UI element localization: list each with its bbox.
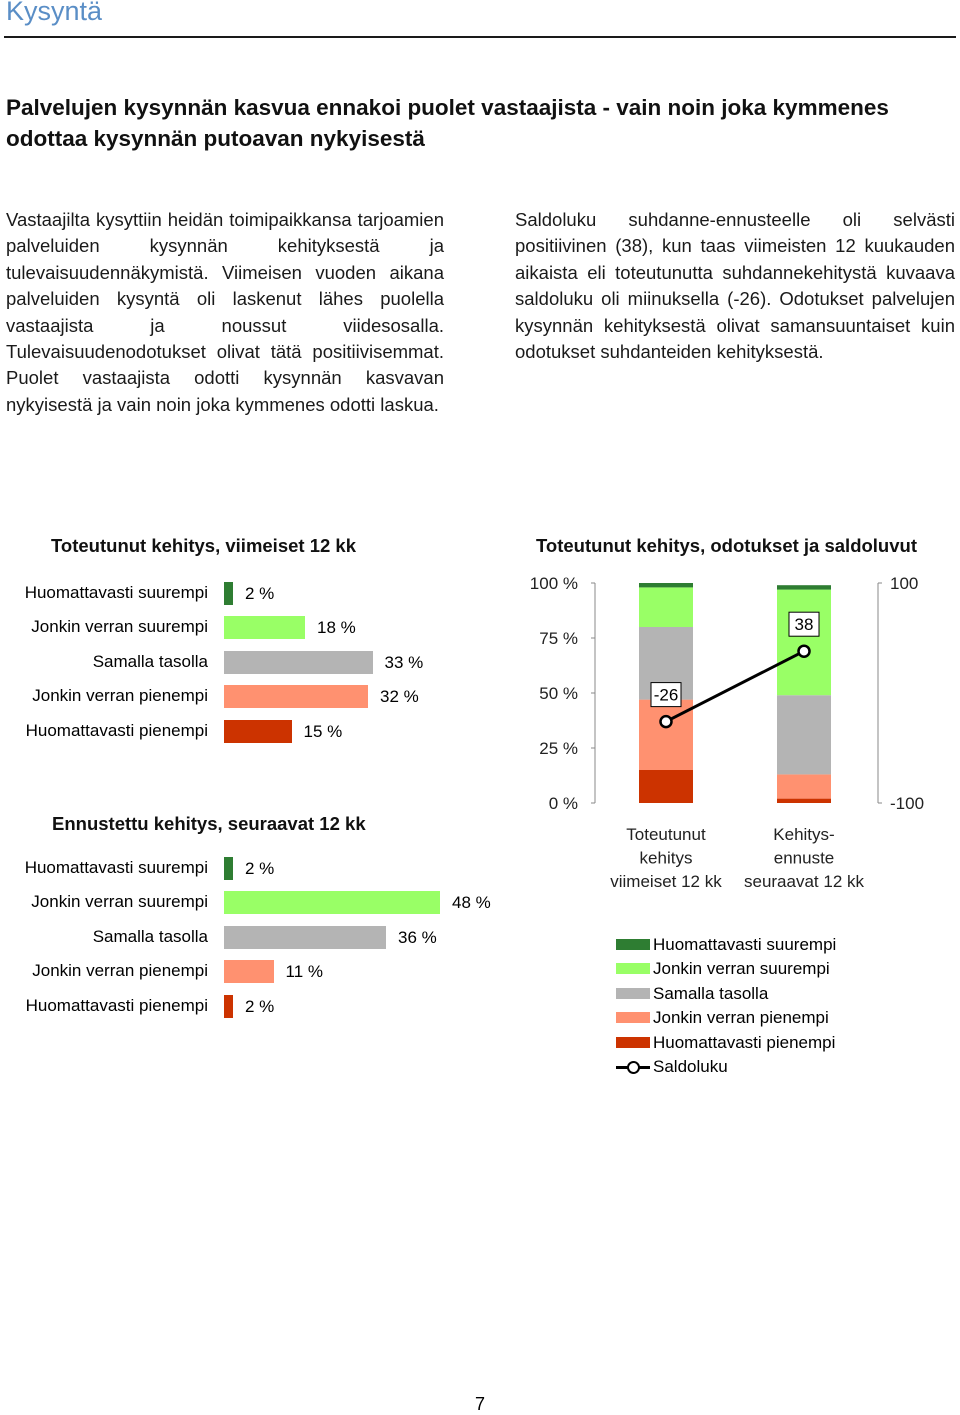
bar-value-label: 33 % [384,652,424,672]
chart-stacked [520,570,950,905]
stacked-segment-huomattavasti-suurempi [777,585,831,589]
section-title: Kysyntä [6,0,103,26]
y-left-tick-label: 0 % [548,794,578,813]
stacked-segment-jonkin-verran-suurempi [777,590,831,696]
legend-label: Saldoluku [653,1056,728,1076]
x-category-label: Toteutunut [626,825,706,844]
chart-stacked-title: Toteutunut kehitys, odotukset ja saldoluvut [536,535,917,556]
section-divider [4,36,956,38]
bar-category-label: Jonkin verran suurempi [31,617,208,637]
page-number: 7 [474,1394,485,1414]
legend-color-swatch [616,939,650,950]
x-category-label: kehitys [639,848,693,868]
legend-color-swatch [616,1037,650,1048]
legend-color-swatch [616,963,650,974]
bar-huomattavasti-suurempi [224,582,233,605]
y-left-tick-label: 50 % [539,684,578,703]
bar-category-label: Samalla tasolla [92,926,208,946]
x-category-label: Kehitys- [773,825,835,844]
bar-value-label: 11 % [285,962,323,982]
saldoluku-marker [661,716,672,727]
stacked-segment-jonkin-verran-pienempi [639,700,693,770]
bar-value-label: 36 % [398,927,437,947]
bar-value-label: 2 % [245,859,275,878]
bar-category-label: Jonkin verran pienempi [32,961,208,981]
stacked-segment-jonkin-verran-pienempi [777,774,831,798]
bar-value-label: 2 % [245,584,275,603]
saldoluku-data-label: -26 [653,685,679,705]
y-right-tick-label: 100 [890,574,919,593]
bar-category-label: Jonkin verran suurempi [31,892,208,912]
legend-label: Huomattavasti pienempi [653,1032,836,1052]
bar-huomattavasti-suurempi [224,857,233,880]
chart-forecast-title: Ennustettu kehitys, seuraavat 12 kk [52,813,366,834]
bar-category-label: Samalla tasolla [92,651,208,671]
y-left-tick-label: 75 % [539,629,578,648]
legend-label: Jonkin verran pienempi [653,1008,829,1028]
bar-jonkin-verran-pienempi [224,685,368,708]
stacked-segment-samalla-tasolla [777,695,831,774]
legend-label: Samalla tasolla [653,983,769,1003]
bar-category-label: Huomattavasti pienempi [25,995,208,1015]
x-category-label: ennuste [773,848,835,868]
legend-color-swatch [616,988,650,999]
bar-jonkin-verran-suurempi [224,891,440,914]
bar-category-label: Huomattavasti suurempi [24,858,208,877]
bar-jonkin-verran-pienempi [224,960,274,983]
bar-jonkin-verran-suurempi [224,616,305,639]
legend-marker-swatch [627,1061,640,1074]
bar-huomattavasti-pienempi [224,995,233,1018]
y-left-tick-label: 25 % [539,739,578,758]
saldoluku-marker [799,646,810,657]
x-category-label: seuraavat 12 kk [743,872,865,891]
y-left-tick-label: 100 % [529,574,578,593]
bar-value-label: 2 % [245,996,275,1016]
y-right-tick-label: -100 [890,794,925,813]
bar-value-label: 32 % [380,687,419,707]
bar-value-label: 18 % [317,618,356,638]
stacked-segment-huomattavasti-suurempi [639,583,693,587]
legend-label: Huomattavasti suurempi [653,935,837,954]
bar-samalla-tasolla [224,926,386,949]
x-category-label: viimeiset 12 kk [610,872,722,891]
bar-category-label: Huomattavasti suurempi [24,583,208,602]
stacked-segment-huomattavasti-pienempi [639,770,693,803]
legend-label: Jonkin verran suurempi [653,959,830,979]
bar-category-label: Jonkin verran pienempi [32,686,208,706]
bar-huomattavasti-pienempi [224,720,292,743]
legend-color-swatch [616,1012,650,1023]
body-text-left: Vastaajilta kysyttiin heidän toimipaikkansa tarjoamien palveluiden kysynnän kehityksestä ja tulevaisuudennäkymistä. Viimeisen vuoden aikana palveluiden kysyntä oli laskenut lähes puolella vastaajista ja noussut viidesosalla. Tulevaisuudenodotukset olivat tätä positiivisemmat. Puolet vastaajista odotti kysynnän kasvavan nykyisestä ja vain noin joka kymmenes odotti laskua. [6,209,444,415]
stacked-segment-huomattavasti-pienempi [777,799,831,803]
saldoluku-data-label: 38 [794,615,814,635]
bar-category-label: Huomattavasti pienempi [25,720,208,740]
bar-value-label: 48 % [452,893,491,913]
bar-samalla-tasolla [224,651,373,674]
body-text-right: Saldoluku suhdanne-ennusteelle oli selvästi positiivinen (38), kun taas viimeisten 12 kuukauden aikaista eli toteutunutta suhdannekehitystä kuvaava saldoluku oli miinuksella (-26). Odotukset palvelujen kysynnän kehityksestä olivat samansuuntaiset kuin odotukset suhdanteiden kehityksestä. [515,209,955,363]
stacked-segment-jonkin-verran-suurempi [639,587,693,627]
chart-realized-title: Toteutunut kehitys, viimeiset 12 kk [51,535,356,556]
bar-value-label: 15 % [303,721,343,741]
page-headline: Palvelujen kysynnän kasvua ennakoi puolet vastaajista - vain noin joka kymmenes odottaa kysynnän putoavan nykyisestä [6,95,889,151]
